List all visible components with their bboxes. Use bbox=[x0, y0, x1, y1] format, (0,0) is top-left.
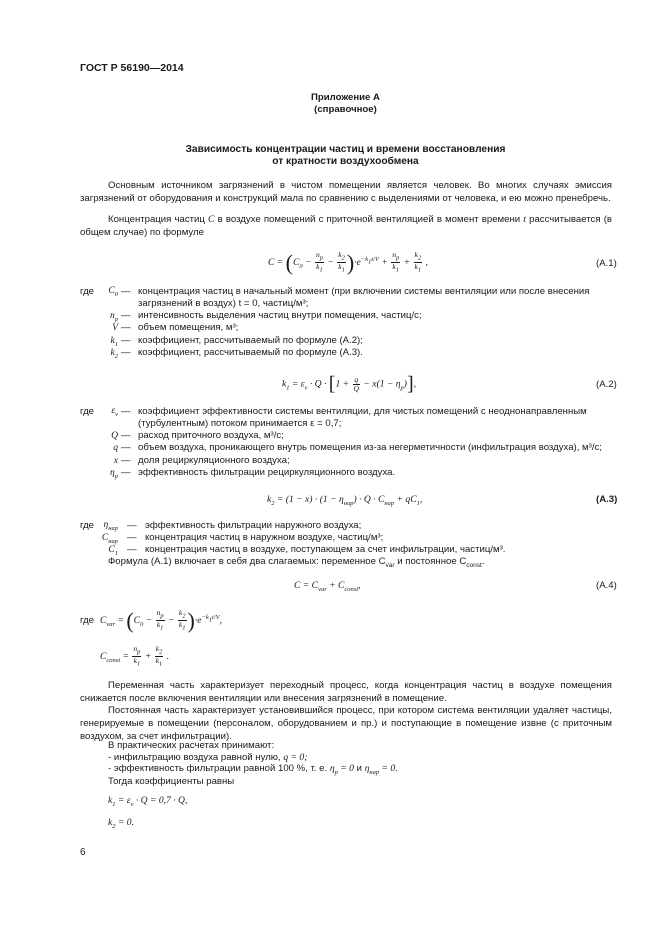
def-text-continued: загрязнений в воздух) t = 0, частиц/м³; bbox=[138, 298, 309, 309]
formula-a4: $C = C_{var} + C_{const}$, bbox=[294, 580, 361, 593]
def-text: коэффициент, рассчитываемый по формуле (А.3). bbox=[138, 347, 363, 358]
def-text: объем помещения, м³; bbox=[138, 322, 239, 333]
def-symbol: $n_p$ bbox=[109, 310, 118, 323]
def-text: доля рециркуляционного воздуха; bbox=[138, 455, 290, 466]
def-text: расход приточного воздуха, м³/с; bbox=[138, 430, 284, 441]
def-text: интенсивность выделения частиц внутри помещения, частиц/с; bbox=[138, 310, 422, 321]
list-item-infiltration: - инфильтрацию воздуха равной нулю, q = 0; bbox=[108, 752, 308, 763]
formula-a1-note: Формула (А.1) включает в себя два слагаемых: переменное $C_{var}$ и постоянное $C_{const}$. bbox=[108, 556, 485, 569]
appendix-subtitle: (справочное) bbox=[314, 104, 377, 115]
formula-cconst: $C_{const}$ = $\frac{n_p}{k_1}$ + $\frac{k_2}{k_1}$ . bbox=[100, 644, 170, 668]
formula-k1-result: $k_1 = \varepsilon_v \cdot Q = 0,7 \cdot Q$, bbox=[108, 795, 188, 808]
appendix-title: Приложение А bbox=[311, 92, 380, 103]
paragraph-practice: В практических расчетах принимают: bbox=[108, 740, 275, 751]
def-text: коэффициент эффективности системы вентиляции, для чистых помещений с неоднонаправленным bbox=[138, 406, 587, 417]
formula-a2-number: (А.2) bbox=[596, 379, 617, 390]
def-symbol: $C_{нар}$ bbox=[101, 532, 118, 545]
def-text: концентрация частиц в наружном воздухе, частиц/м³; bbox=[145, 532, 384, 543]
def-text-continued: (турбулентным) потоком принимается ε = 0,7; bbox=[138, 418, 342, 429]
def-symbol: q bbox=[113, 442, 118, 453]
def-symbol: Q bbox=[111, 430, 118, 441]
document-page: ГОСТ Р 56190—2014 Приложение А (справочное) Зависимость концентрации частиц и времени восстановления от кратности воздухообмена Основным источником загрязнений в чистом помещении является человек. Во многих случаях эмиссия загрязнений от оборудования и конструкций мала по сравнению с выделениями от человека, и ею можно пренебречь. Концентрация частиц C в воздухе помещений с приточной вентиляцией в момент времени t рассчитывается (в общем случае) по формуле $C = (C_0$ − $\frac{n_p}{k_1}$ − $\frac{k_2}{k_1}$ )$\cdot e^{-k_1t/V}$ + $\frac{n_p}{k_1}$ + $\frac{k_2}{k_1}$ , (А.1) где $C_0$ — концентрация частиц в начальный момент (при включении системы вентиляции или после внесения загрязнений в воздух) t = 0, частиц/м³; $n_p$ — интенсивность выделения частиц внутри помещения, частиц/с; V — объем помещения, м³; $k_1$ — коэффициент, рассчитываемый по формуле (А.2); $k_2$ — коэффициент, рассчитываемый по формуле (А.3). $k_1 = \varepsilon_v \cdot Q \cdot [1$ + $\frac{q}{Q}$ − $x(1 - \eta_p)$], (А.2) где $\varepsilon_v$ — коэффициент эффективности системы вентиляции, для чистых помещений с неоднонаправленным (турбулентным) потоком принимается ε = 0,7; Q — расход приточного воздуха, м³/с; q — объем воздуха, проникающего внутрь помещения из-за негерметичности (инфильтрация воздуха), м³/с; x — доля рециркуляционного воздуха; $\eta_p$ — эффективность фильтрации рециркуляционного воздуха. $k_2 = (1 - x) \cdot (1 - \eta_{нар}) \cdot Q \cdot C_{нар} + qC_1$, (А.3) где $\eta_{нар}$ — эффективность фильтрации наружного воздуха; $C_{нар}$ — концентрация частиц в наружном воздухе, частиц/м³; $C_1$ — концентрация частиц в воздухе, поступающем за счет инфильтрации, частиц/м³. Формула (А.1) включает в себя два слагаемых: переменное $C_{var}$ и постоянное $C_{const}$. $C = C_{var} + C_{const}$, (А.4) где $C_{var} = (C_0$ − $\frac{n_p}{k_1}$ − $\frac{k_2}{k_1}$ )$\cdot e^{-k_1t/V}$, $C_{const}$ = $\frac{n_p}{k_1}$ + $\frac{k_2}{k_1}$ . Переменная часть характеризует переходный процесс, когда концентрация частиц в воздухе помещения снижается после включения вентиляции или внесения загрязнений в помещение. Постоянная часть характеризует установившийся процесс, при котором система вентиляции удаляет частицы, генерируемые в помещении (персоналом, оборудованием и пр.) и поступающие в помещение извне (с приточным воздухом, за счет инфильтрации). В практических расчетах принимают: - инфильтрацию воздуха равной нулю, q = 0; - эффективность фильтрации равной 100 %, т. е. $\eta_p = 0$ и $\eta_{нар} = 0$. Тогда коэффициенты равны $k_1 = \varepsilon_v \cdot Q = 0,7 \cdot Q$, $k_2 = 0$. 6 bbox=[80, 62, 618, 858]
section-title-line1: Зависимость концентрации частиц и времени восстановления bbox=[185, 144, 506, 155]
paragraph-then: Тогда коэффициенты равны bbox=[108, 776, 235, 787]
list-item-efficiency: - эффективность фильтрации равной 100 %, т. е. $\eta_p = 0$ и $\eta_{нар} = 0$. bbox=[108, 763, 398, 776]
def-symbol: $k_2$ bbox=[110, 347, 118, 360]
formula-cvar: $C_{var} = (C_0$ − $\frac{n_p}{k_1}$ − $\frac{k_2}{k_1}$ )$\cdot e^{-k_1t/V}$, bbox=[100, 608, 223, 633]
page-number: 6 bbox=[80, 847, 86, 858]
def-text: коэффициент, рассчитываемый по формуле (А.2); bbox=[138, 335, 363, 346]
standard-header: ГОСТ Р 56190—2014 bbox=[80, 62, 184, 74]
formula-a3-number: (А.3) bbox=[596, 494, 618, 505]
def-text: концентрация частиц в воздухе, поступающем за счет инфильтрации, частиц/м³. bbox=[145, 544, 506, 555]
formula-k2-result: $k_2 = 0$. bbox=[108, 817, 134, 830]
formula-a1: $C = (C_0$ − $\frac{n_p}{k_1}$ − $\frac{k_2}{k_1}$ )$\cdot e^{-k_1t/V}$ + $\frac{n_p}{k_1}$ + $\frac{k_2}{k_1}$ , bbox=[268, 250, 428, 275]
where-label: где bbox=[80, 286, 95, 297]
formula-a2: $k_1 = \varepsilon_v \cdot Q \cdot [1$ + $\frac{q}{Q}$ − $x(1 - \eta_p)$], bbox=[282, 373, 417, 395]
section-title-line2: от кратности воздухообмена bbox=[272, 156, 419, 167]
formula-a3: $k_2 = (1 - x) \cdot (1 - \eta_{нар}) \cdot Q \cdot C_{нар} + qC_1$, bbox=[267, 494, 423, 507]
def-text: объем воздуха, проникающего внутрь помещения из-за негерметичности (инфильтрация воздуха), м³/с; bbox=[138, 442, 602, 453]
paragraph-main-source: Основным источником загрязнений в чистом помещении является человек. Во многих случаях эмиссия загрязнений от оборудования и конструкций мала по сравнению с выделениями от человека, и ею можно пренебречь. bbox=[80, 180, 612, 204]
paragraph-constant: Постоянная часть характеризует установившийся процесс, при котором система вентиляции удаляет частицы, генерируемые в помещении (персоналом, оборудованием и пр.) и поступающие в помещение извне (с приточным воздухом, за счет инфильтрации). bbox=[80, 705, 612, 742]
def-text: эффективность фильтрации рециркуляционного воздуха. bbox=[138, 467, 396, 478]
paragraph-transient: Переменная часть характеризует переходный процесс, когда концентрация частиц в воздухе помещения снижается после включения вентиляции или внесения загрязнений в помещение. bbox=[80, 680, 612, 704]
def-symbol: x bbox=[113, 455, 118, 466]
formula-a4-number: (А.4) bbox=[596, 580, 617, 591]
where-label: где bbox=[80, 520, 95, 531]
def-symbol: $\eta_p$ bbox=[109, 467, 118, 480]
paragraph-concentration: Концентрация частиц C в воздухе помещений с приточной вентиляцией в момент времени t рассчитывается (в общем случае) по формуле bbox=[80, 214, 612, 238]
def-symbol: $\varepsilon_v$ bbox=[111, 405, 118, 418]
where-label: где bbox=[80, 406, 95, 417]
def-symbol: $C_1$ bbox=[108, 544, 118, 557]
def-symbol: V bbox=[112, 322, 118, 333]
def-symbol: $C_0$ bbox=[108, 285, 118, 298]
def-symbol: $\eta_{нар}$ bbox=[103, 519, 118, 532]
def-symbol: $k_1$ bbox=[110, 335, 118, 348]
where-label: где bbox=[80, 615, 95, 626]
def-text: эффективность фильтрации наружного воздуха; bbox=[145, 520, 362, 531]
formula-a1-number: (А.1) bbox=[596, 258, 617, 269]
def-text: концентрация частиц в начальный момент (при включении системы вентиляции или после внесения bbox=[138, 286, 590, 297]
